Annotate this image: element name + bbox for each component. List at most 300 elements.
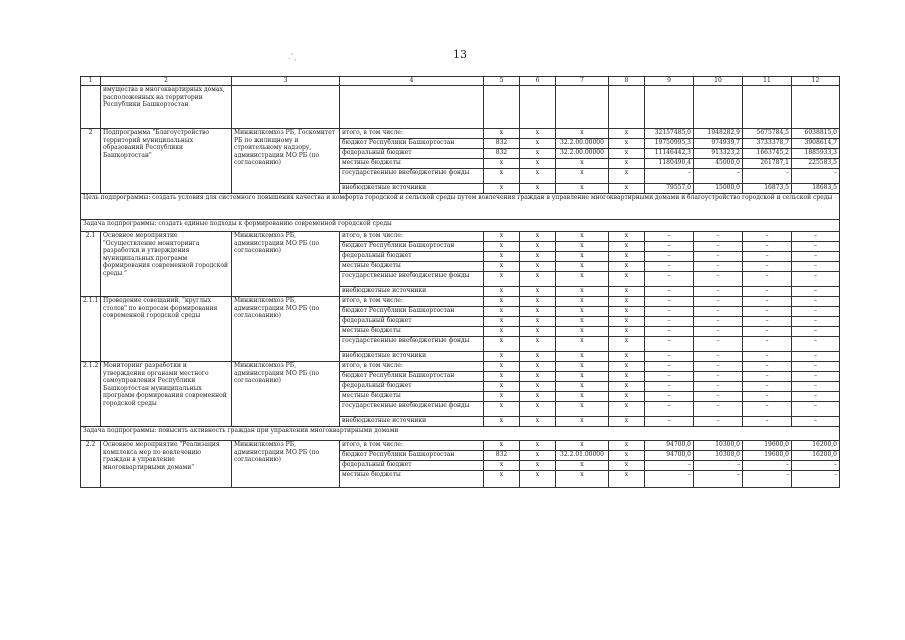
col-header-9: 9: [645, 77, 694, 86]
item-executor: Минжилкомхоз РБ, администрации МО РБ (по согласованию): [232, 232, 340, 297]
value-cell: x: [484, 461, 520, 471]
value-cell: 832: [484, 139, 520, 149]
col-header-12: 12: [792, 77, 840, 86]
value-cell: –: [743, 272, 792, 287]
value-cell: –: [645, 417, 694, 427]
value-cell: x: [609, 417, 645, 427]
value-cell: –: [694, 242, 743, 252]
funding-source: государственные внебюджетные фонды: [340, 402, 484, 417]
value-cell: –: [694, 352, 743, 362]
value-cell: x: [484, 382, 520, 392]
value-cell: x: [484, 252, 520, 262]
col-header-1: 1: [81, 77, 101, 86]
value-cell: –: [792, 169, 840, 184]
value-cell: x: [609, 372, 645, 382]
value-cell: –: [694, 382, 743, 392]
cell-empty: [645, 86, 694, 129]
value-cell: x: [520, 297, 556, 307]
header-row: [81, 77, 840, 86]
value-cell: x: [520, 417, 556, 427]
item-row: [81, 232, 840, 242]
funding-source: итого, в том числе:: [340, 232, 484, 242]
value-cell: 19600,0: [743, 441, 792, 451]
value-cell: x: [556, 159, 609, 169]
value-cell: x: [520, 169, 556, 184]
value-cell: x: [609, 242, 645, 252]
value-cell: –: [694, 461, 743, 471]
value-cell: –: [792, 417, 840, 427]
value-cell: –: [792, 337, 840, 352]
value-cell: –: [792, 262, 840, 272]
value-cell: –: [743, 317, 792, 327]
value-cell: 832: [484, 451, 520, 461]
value-cell: –: [645, 242, 694, 252]
item-num: 2.1.2: [81, 362, 101, 427]
col-header-3: 3: [232, 77, 340, 86]
value-cell: –: [694, 287, 743, 297]
col-header-11: 11: [743, 77, 792, 86]
value-cell: –: [743, 307, 792, 317]
value-cell: –: [645, 287, 694, 297]
value-cell: x: [609, 441, 645, 451]
cell-empty: [556, 86, 609, 129]
program-name: Подпрограмма "Благоустройство территорий муниципальных образований Республики Башкортостан": [101, 129, 232, 194]
value-cell: –: [645, 362, 694, 372]
value-cell: –: [743, 232, 792, 242]
value-cell: 32.2.00.00000: [556, 139, 609, 149]
value-cell: x: [609, 272, 645, 287]
value-cell: x: [609, 402, 645, 417]
value-cell: –: [645, 392, 694, 402]
value-cell: x: [520, 382, 556, 392]
value-cell: x: [609, 184, 645, 194]
value-cell: x: [520, 252, 556, 262]
funding-source: местные бюджеты: [340, 392, 484, 402]
col-header-10: 10: [694, 77, 743, 86]
value-cell: –: [792, 382, 840, 392]
value-cell: x: [556, 327, 609, 337]
value-cell: 45000,0: [694, 159, 743, 169]
item-executor: Минжилкомхоз РБ, администрации МО РБ (по согласованию): [232, 441, 340, 488]
item-num: 2.1.1: [81, 297, 101, 362]
value-cell: –: [694, 252, 743, 262]
value-cell: –: [743, 262, 792, 272]
cell-empty: [520, 86, 556, 129]
value-cell: x: [556, 184, 609, 194]
value-cell: x: [609, 382, 645, 392]
value-cell: x: [520, 402, 556, 417]
value-cell: –: [792, 372, 840, 382]
value-cell: –: [743, 471, 792, 488]
value-cell: –: [694, 262, 743, 272]
funding-source: местные бюджеты: [340, 159, 484, 169]
task-text: Задача подпрограммы: повысить активность граждан при управлении многоквартирными домами: [81, 427, 840, 441]
value-cell: x: [484, 441, 520, 451]
value-cell: 974939,7: [694, 139, 743, 149]
value-cell: x: [520, 317, 556, 327]
funding-source: федеральный бюджет: [340, 252, 484, 262]
value-cell: x: [556, 441, 609, 451]
funding-source: внебюджетные источники: [340, 287, 484, 297]
value-cell: –: [645, 262, 694, 272]
value-cell: 10300,0: [694, 441, 743, 451]
value-cell: x: [556, 471, 609, 488]
value-cell: –: [792, 392, 840, 402]
value-cell: –: [645, 471, 694, 488]
task-row: [81, 220, 840, 232]
value-cell: 19600,0: [743, 451, 792, 461]
program-num: 2: [81, 129, 101, 194]
value-cell: x: [484, 372, 520, 382]
value-cell: 3908614,7: [792, 139, 840, 149]
value-cell: –: [792, 327, 840, 337]
continuation-row: [81, 86, 840, 129]
value-cell: –: [792, 287, 840, 297]
item-name: Мониторинг разработки и утверждения органами местного самоуправления Республики Башкортостан муниципальных программ формирования современной городской среды: [101, 362, 232, 427]
value-cell: x: [556, 262, 609, 272]
value-cell: x: [484, 337, 520, 352]
value-cell: –: [694, 272, 743, 287]
value-cell: x: [609, 262, 645, 272]
item-num: 2.1: [81, 232, 101, 297]
funding-source: местные бюджеты: [340, 262, 484, 272]
value-cell: x: [484, 327, 520, 337]
value-cell: x: [484, 317, 520, 327]
value-cell: x: [556, 287, 609, 297]
value-cell: x: [520, 327, 556, 337]
value-cell: x: [609, 327, 645, 337]
value-cell: x: [520, 159, 556, 169]
funding-source: итого, в том числе:: [340, 297, 484, 307]
value-cell: x: [484, 184, 520, 194]
item-num: 2.2: [81, 441, 101, 488]
value-cell: 5675784,5: [743, 129, 792, 139]
value-cell: –: [743, 417, 792, 427]
task-text: Задача подпрограммы: создать единые подходы к формированию современной городской среды: [81, 220, 840, 232]
goal-text: Цель подпрограммы: создать условия для системного повышения качества и комфорта городской и сельской среды путем вовлечения граждан в управление многоквартирными домами и благоустройство городской и сельской среды: [81, 194, 840, 220]
goal-row: [81, 194, 840, 220]
value-cell: 1885933,3: [792, 149, 840, 159]
value-cell: –: [694, 337, 743, 352]
value-cell: x: [484, 392, 520, 402]
cell-empty: [484, 86, 520, 129]
value-cell: x: [609, 451, 645, 461]
value-cell: –: [645, 317, 694, 327]
value-cell: 94700,0: [645, 451, 694, 461]
value-cell: –: [645, 169, 694, 184]
value-cell: –: [694, 471, 743, 488]
value-cell: x: [520, 337, 556, 352]
value-cell: 1948282,9: [694, 129, 743, 139]
value-cell: –: [645, 372, 694, 382]
value-cell: x: [556, 252, 609, 262]
task-row: [81, 427, 840, 441]
value-cell: x: [484, 352, 520, 362]
value-cell: x: [609, 337, 645, 352]
value-cell: 11146442,3: [645, 149, 694, 159]
value-cell: x: [609, 139, 645, 149]
value-cell: x: [520, 262, 556, 272]
funding-source: внебюджетные источники: [340, 184, 484, 194]
value-cell: x: [484, 417, 520, 427]
value-cell: 32157485,0: [645, 129, 694, 139]
value-cell: 10300,0: [694, 451, 743, 461]
item-row: [81, 297, 840, 307]
value-cell: x: [556, 352, 609, 362]
item-row: [81, 362, 840, 372]
value-cell: x: [520, 461, 556, 471]
funding-source: итого, в том числе:: [340, 362, 484, 372]
value-cell: x: [520, 392, 556, 402]
value-cell: x: [484, 297, 520, 307]
value-cell: 1180490,4: [645, 159, 694, 169]
value-cell: x: [484, 307, 520, 317]
value-cell: x: [609, 252, 645, 262]
value-cell: x: [609, 392, 645, 402]
value-cell: x: [556, 402, 609, 417]
value-cell: –: [792, 362, 840, 372]
value-cell: –: [694, 317, 743, 327]
value-cell: –: [645, 252, 694, 262]
budget-table: [80, 76, 840, 488]
value-cell: x: [520, 139, 556, 149]
value-cell: x: [484, 129, 520, 139]
value-cell: x: [556, 392, 609, 402]
value-cell: 6038815,0: [792, 129, 840, 139]
value-cell: 15000,0: [694, 184, 743, 194]
value-cell: x: [609, 362, 645, 372]
value-cell: x: [609, 471, 645, 488]
value-cell: 32.2.01.00000: [556, 451, 609, 461]
funding-source: итого, в том числе:: [340, 129, 484, 139]
value-cell: x: [609, 159, 645, 169]
value-cell: 832: [484, 149, 520, 159]
value-cell: x: [484, 272, 520, 287]
funding-source: федеральный бюджет: [340, 382, 484, 392]
value-cell: –: [645, 297, 694, 307]
value-cell: –: [743, 337, 792, 352]
value-cell: –: [743, 169, 792, 184]
item-name: Основное мероприятие "Реализация комплекса мер по вовлечению граждан в управление многоквартирными домами": [101, 441, 232, 488]
value-cell: x: [556, 362, 609, 372]
value-cell: –: [694, 402, 743, 417]
value-cell: x: [556, 461, 609, 471]
value-cell: –: [645, 382, 694, 392]
continuation-text: имущества в многоквартирных домах, расположенных на территории Республики Башкортостан: [101, 86, 232, 129]
value-cell: –: [792, 352, 840, 362]
cell-empty: [340, 86, 484, 129]
value-cell: x: [484, 471, 520, 488]
value-cell: x: [609, 352, 645, 362]
value-cell: x: [609, 149, 645, 159]
value-cell: x: [484, 262, 520, 272]
value-cell: –: [743, 297, 792, 307]
value-cell: 225583,5: [792, 159, 840, 169]
value-cell: x: [609, 232, 645, 242]
cell-empty: [609, 86, 645, 129]
value-cell: –: [694, 232, 743, 242]
program-executor: Минжилкомхоз РБ, Госкомитет РБ по жилищному и строительному надзору, администрации МО РБ (по согласованию): [232, 129, 340, 194]
value-cell: x: [520, 352, 556, 362]
item-executor: Минжилкомхоз РБ, администрации МО РБ (по согласованию): [232, 362, 340, 427]
program-row: [81, 129, 840, 139]
value-cell: –: [792, 297, 840, 307]
value-cell: 19750995,3: [645, 139, 694, 149]
value-cell: x: [520, 242, 556, 252]
value-cell: 1663745,2: [743, 149, 792, 159]
funding-source: внебюджетные источники: [340, 352, 484, 362]
funding-source: бюджет Республики Башкортостан: [340, 451, 484, 461]
cell-empty: [232, 86, 340, 129]
value-cell: x: [484, 402, 520, 417]
value-cell: –: [743, 382, 792, 392]
value-cell: 16200,0: [792, 441, 840, 451]
value-cell: –: [792, 232, 840, 242]
funding-source: бюджет Республики Башкортостан: [340, 372, 484, 382]
value-cell: –: [645, 352, 694, 362]
funding-source: внебюджетные источники: [340, 417, 484, 427]
value-cell: –: [792, 317, 840, 327]
value-cell: x: [484, 232, 520, 242]
value-cell: –: [645, 327, 694, 337]
value-cell: –: [792, 461, 840, 471]
value-cell: x: [556, 372, 609, 382]
value-cell: x: [556, 129, 609, 139]
funding-source: итого, в том числе:: [340, 441, 484, 451]
value-cell: x: [484, 242, 520, 252]
value-cell: –: [743, 252, 792, 262]
funding-source: государственные внебюджетные фонды: [340, 169, 484, 184]
value-cell: –: [743, 242, 792, 252]
funding-source: бюджет Республики Башкортостан: [340, 139, 484, 149]
cell-empty: [792, 86, 840, 129]
value-cell: –: [743, 461, 792, 471]
col-header-5: 5: [484, 77, 520, 86]
item-row: [81, 441, 840, 451]
funding-source: бюджет Республики Башкортостан: [340, 307, 484, 317]
value-cell: –: [694, 392, 743, 402]
value-cell: –: [743, 372, 792, 382]
value-cell: x: [609, 129, 645, 139]
funding-source: местные бюджеты: [340, 471, 484, 488]
value-cell: –: [694, 362, 743, 372]
value-cell: –: [694, 307, 743, 317]
item-name: Основное мероприятие "Осуществление мониторинга разработки и утверждения муниципальных программ формирования современной городской среды ": [101, 232, 232, 297]
value-cell: –: [694, 297, 743, 307]
value-cell: x: [520, 287, 556, 297]
value-cell: –: [743, 402, 792, 417]
page-number: 13: [453, 48, 467, 61]
value-cell: 16873,5: [743, 184, 792, 194]
funding-source: государственные внебюджетные фонды: [340, 337, 484, 352]
funding-source: бюджет Республики Башкортостан: [340, 242, 484, 252]
value-cell: x: [609, 317, 645, 327]
funding-source: федеральный бюджет: [340, 461, 484, 471]
value-cell: x: [556, 297, 609, 307]
funding-source: местные бюджеты: [340, 327, 484, 337]
value-cell: x: [609, 287, 645, 297]
value-cell: –: [694, 417, 743, 427]
value-cell: x: [556, 242, 609, 252]
cell-num: [81, 86, 101, 129]
value-cell: x: [520, 471, 556, 488]
value-cell: –: [792, 402, 840, 417]
value-cell: x: [520, 149, 556, 159]
value-cell: 16200,0: [792, 451, 840, 461]
value-cell: x: [609, 169, 645, 184]
value-cell: –: [792, 307, 840, 317]
value-cell: –: [645, 272, 694, 287]
value-cell: x: [556, 337, 609, 352]
value-cell: –: [743, 352, 792, 362]
table-body: [81, 77, 840, 488]
cell-empty: [743, 86, 792, 129]
funding-source: государственные внебюджетные фонды: [340, 272, 484, 287]
value-cell: x: [556, 232, 609, 242]
value-cell: –: [792, 272, 840, 287]
value-cell: –: [743, 362, 792, 372]
value-cell: x: [520, 129, 556, 139]
funding-source: федеральный бюджет: [340, 149, 484, 159]
funding-source: федеральный бюджет: [340, 317, 484, 327]
value-cell: x: [609, 297, 645, 307]
value-cell: –: [694, 372, 743, 382]
value-cell: x: [484, 362, 520, 372]
value-cell: x: [609, 461, 645, 471]
value-cell: x: [556, 382, 609, 392]
value-cell: x: [484, 169, 520, 184]
cell-empty: [694, 86, 743, 129]
value-cell: –: [645, 461, 694, 471]
value-cell: –: [743, 327, 792, 337]
value-cell: 32.2.00.00000: [556, 149, 609, 159]
value-cell: x: [520, 307, 556, 317]
value-cell: 3733378,7: [743, 139, 792, 149]
col-header-4: 4: [340, 77, 484, 86]
col-header-8: 8: [609, 77, 645, 86]
col-header-2: 2: [101, 77, 232, 86]
value-cell: 79557,0: [645, 184, 694, 194]
value-cell: –: [792, 471, 840, 488]
value-cell: x: [520, 272, 556, 287]
value-cell: –: [743, 392, 792, 402]
col-header-6: 6: [520, 77, 556, 86]
item-name: Проведение совещаний, "круглых столов" по вопросам формирования современной городской среды: [101, 297, 232, 362]
value-cell: x: [484, 159, 520, 169]
value-cell: –: [694, 169, 743, 184]
value-cell: x: [520, 362, 556, 372]
value-cell: 261787,1: [743, 159, 792, 169]
value-cell: x: [556, 307, 609, 317]
value-cell: 913323,2: [694, 149, 743, 159]
value-cell: x: [556, 272, 609, 287]
value-cell: x: [520, 372, 556, 382]
value-cell: x: [520, 451, 556, 461]
scan-mark: .’¸: [288, 52, 298, 61]
value-cell: –: [792, 242, 840, 252]
col-header-7: 7: [556, 77, 609, 86]
value-cell: –: [645, 337, 694, 352]
item-executor: Минжилкомхоз РБ, администрации МО РБ (по согласованию): [232, 297, 340, 362]
value-cell: x: [556, 417, 609, 427]
value-cell: –: [743, 287, 792, 297]
value-cell: x: [484, 287, 520, 297]
value-cell: x: [520, 232, 556, 242]
value-cell: –: [694, 327, 743, 337]
value-cell: x: [609, 307, 645, 317]
value-cell: x: [520, 441, 556, 451]
value-cell: 18683,5: [792, 184, 840, 194]
